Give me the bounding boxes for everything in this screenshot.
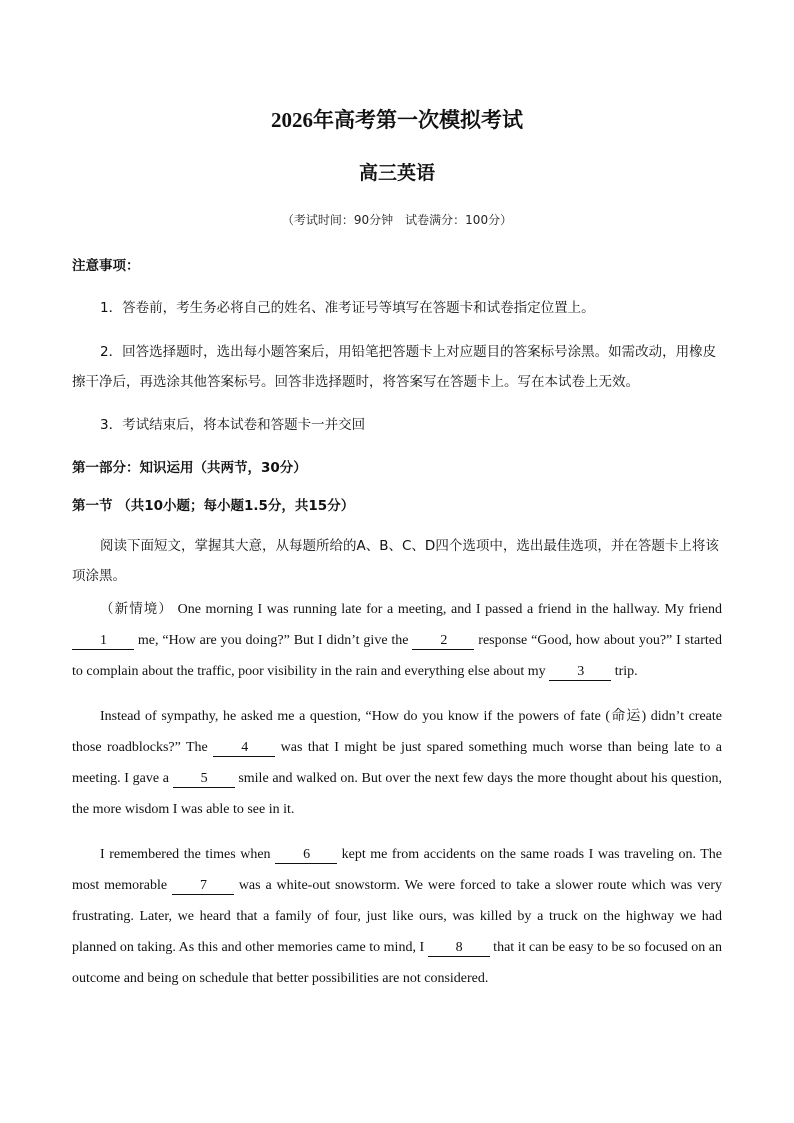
blank-5: 5 [173,771,235,788]
exam-title: 2026年高考第一次模拟考试 [271,108,523,132]
text-segment: me, “How are you doing?” But I didn’t give the [134,633,413,648]
text-segment: trip. [611,664,638,679]
text-segment: was that I might be just spared something much worse than being late to a meeting. I gave a [72,740,723,786]
passage-paragraph-2 [72,701,722,825]
text-segment: One morning I was running late for a meeting, and I passed a friend in the hallway. My friend [172,602,723,617]
exam-subtitle: 高三英语 [358,163,435,184]
notice-item-3: 3．考试结束后，将本试卷和答题卡一并交回 [100,417,366,433]
text-segment: kept me from accidents on the same roads I was traveling on. The most memorable [72,847,722,893]
new-context-tag: （新情境） [100,601,173,617]
text-segment: I remembered the times when [100,847,276,862]
part1-heading: 第一部分：知识运用（共两节，30分） [72,460,307,476]
text-segment: response “Good, how about you?” I started to complain about the traffic, poor visibility in the rain and everything else about my [72,633,722,679]
blank-8: 8 [428,940,490,957]
notice-item-1: 1．答卷前，考生务必将自己的姓名、准考证号等填写在答题卡和试卷指定位置上。 [100,300,595,316]
blank-1: 1 [72,633,134,650]
text-segment: Instead of sympathy, he asked me a question, “How do you know if the powers of fate (命运) didn’t create those roadblocks?” The [72,709,722,755]
passage-paragraph-1 [72,594,722,687]
exam-info: （考试时间：90分钟 试卷满分：100分） [281,213,513,227]
blank-7: 7 [172,878,234,895]
blank-2: 2 [412,633,474,650]
section1-instruction: 阅读下面短文，掌握其大意，从每题所给的A、B、C、D四个选项中，选出最佳选项，并在答题卡上将该项涂黑。 [72,538,719,584]
notice-heading: 注意事项： [72,258,140,274]
section1-heading: 第一节 （共10小题；每小题1.5分，共15分） [72,498,355,514]
text-segment: was a white-out snowstorm. We were forced to take a slower route which was very frustrating. Later, we heard that a family of four, just like ours, was killed by a truck on the highway we had planned on taking. As this and other memories came to mind, I [72,878,723,955]
blank-3: 3 [549,664,611,681]
notice-item-2: 2．回答选择题时，选出每小题答案后，用铅笔把答题卡上对应题目的答案标号涂黑。如需改动，用橡皮擦干净后，再选涂其他答案标号。回答非选择题时，将答案写在答题卡上。写在本试卷上无效。 [72,344,717,390]
text-segment: smile and walked on. But over the next few days the more thought about his question, the more wisdom I was able to see in it. [72,771,723,817]
passage-paragraph-3 [72,839,722,994]
blank-4: 4 [213,740,275,757]
text-segment: that it can be easy to be so focused on an outcome and being on schedule that better possibilities are not considered. [72,940,723,986]
blank-6: 6 [275,847,337,864]
